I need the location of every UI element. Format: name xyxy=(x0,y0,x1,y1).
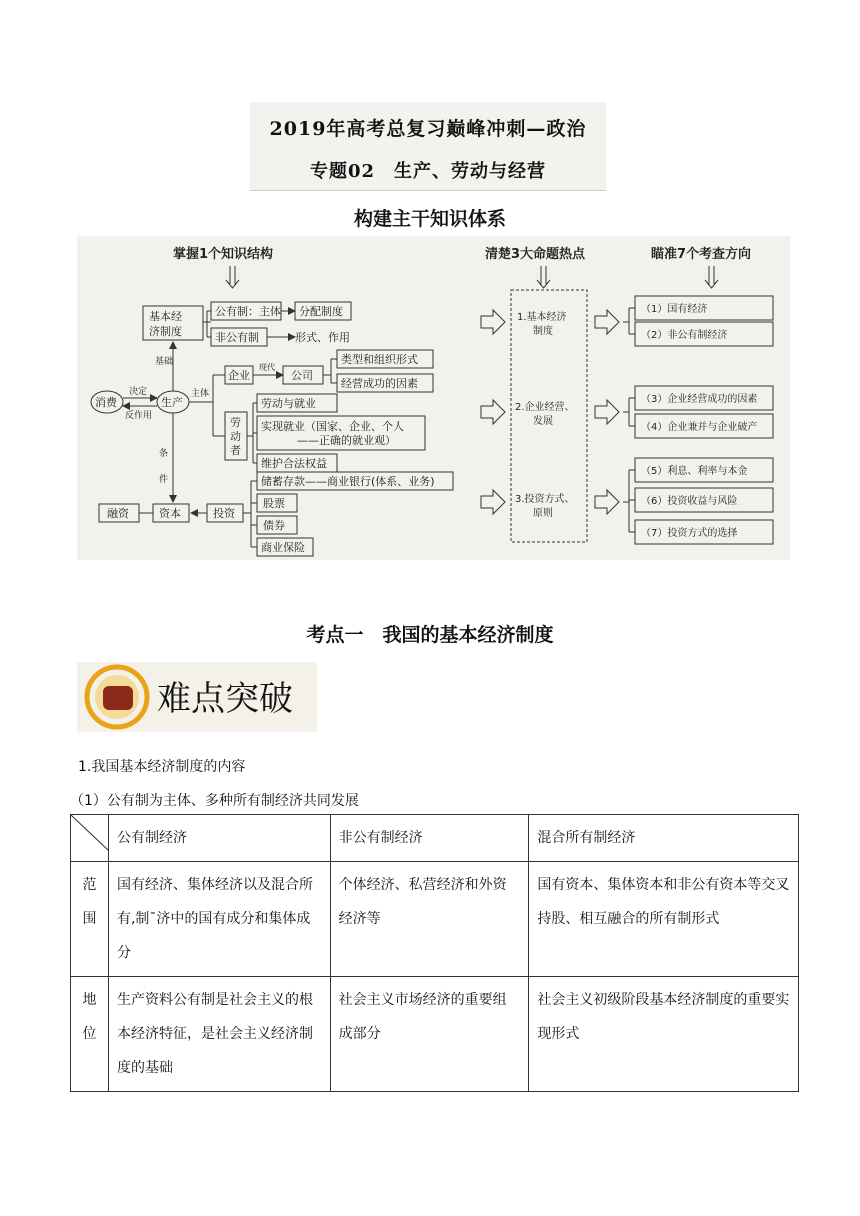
table-cell: 生产资料公有制是社会主义的根本经济特征，是社会主义经济制度的基础 xyxy=(108,977,330,1092)
row-label-status xyxy=(71,977,109,1092)
badge-text: 难点突破 xyxy=(157,679,293,719)
paragraph-heading-2: （1）公有制为主体、多种所有制经济共同发展 xyxy=(70,793,359,809)
node-production: 生产 xyxy=(161,396,183,409)
table-header-mixed: 混合所有制经济 xyxy=(529,815,799,862)
node-labor-employment: 劳动与就业 xyxy=(261,397,316,410)
node-rights: 维护合法权益 xyxy=(261,457,327,470)
node-distribution: 分配制度 xyxy=(299,305,343,318)
table-cell: 社会主义市场经济的重要组成部分 xyxy=(330,977,529,1092)
node-capital: 资本 xyxy=(159,507,181,520)
node-basic-system-1: 基本经 xyxy=(149,310,182,323)
table-header-nonpublic: 非公有制经济 xyxy=(330,815,529,862)
direction-5: （5）利息、利率与本金 xyxy=(641,466,748,477)
direction-4: （4）企业兼并与企业破产 xyxy=(641,422,758,433)
node-laborer-1: 劳 xyxy=(230,416,241,429)
hotspot-3-line1: 3.投资方式、 xyxy=(515,494,575,505)
node-laborer-2: 动 xyxy=(230,430,241,443)
node-public-ownership: 公有制：主体 xyxy=(215,305,281,318)
paragraph-heading-1: 1.我国基本经济制度的内容 xyxy=(78,759,246,775)
ownership-table xyxy=(70,814,799,1092)
direction-7: （7）投资方式的选择 xyxy=(641,528,738,539)
node-types: 类型和组织形式 xyxy=(341,353,418,366)
node-company: 公司 xyxy=(291,369,313,382)
table-cell: 个体经济、私营经济和外资经济等 xyxy=(330,862,529,977)
node-savings: 储蓄存款——商业银行(体系、业务) xyxy=(261,475,435,488)
table-cell: 国有经济、集体经济以及混合所有,制¯济中的国有成分和集体成分 xyxy=(108,862,330,977)
node-stocks: 股票 xyxy=(263,497,285,510)
label-decide: 决定 xyxy=(129,387,148,397)
node-forms-roles: 形式、作用 xyxy=(295,331,350,344)
table-row xyxy=(71,862,799,977)
node-basic-system-2: 济制度 xyxy=(149,325,182,338)
label-modern: 现代 xyxy=(259,363,275,372)
fist-icon xyxy=(103,686,133,710)
hotspot-1-line1: 1.基本经济 xyxy=(517,312,567,323)
table-corner-cell xyxy=(71,815,109,862)
table-header-row xyxy=(71,815,799,862)
table-cell: 国有资本、集体资本和非公有资本等交叉持股、相互融合的所有制形式 xyxy=(529,862,799,977)
node-non-public: 非公有制 xyxy=(215,331,259,344)
node-consumption: 消费 xyxy=(95,396,117,409)
difficulty-badge xyxy=(77,662,317,732)
node-bonds: 债券 xyxy=(263,519,285,532)
table-row xyxy=(71,977,799,1092)
label-foundation: 基础 xyxy=(155,357,174,367)
diagram-right-title: 瞄准7个考查方向 xyxy=(651,247,752,262)
row-label-part: 范 xyxy=(82,877,97,893)
diagram-mid-title: 清楚3大命题热点 xyxy=(485,247,586,262)
node-enterprise: 企业 xyxy=(228,369,250,382)
direction-3: （3）企业经营成功的因素 xyxy=(641,394,758,405)
node-laborer-3: 者 xyxy=(230,444,241,457)
diagram-left-title: 掌握1个知识结构 xyxy=(173,247,274,262)
section-title-knowledge: 构建主干知识体系 xyxy=(353,208,506,230)
direction-2: （2）非公有制经济 xyxy=(641,330,728,341)
row-label-scope xyxy=(71,862,109,977)
section-title-topic1: 考点一 我国的基本经济制度 xyxy=(306,624,554,646)
label-subject: 主体 xyxy=(191,389,210,399)
header-title: 2019年高考总复习巅峰冲刺—政治 xyxy=(269,118,587,140)
hotspot-2-line2: 发展 xyxy=(533,416,553,427)
hotspot-1-line2: 制度 xyxy=(533,326,553,337)
label-react: 反作用 xyxy=(125,411,153,421)
node-insurance: 商业保险 xyxy=(261,541,305,554)
node-employment-1: 实现就业（国家、企业、个人 xyxy=(261,420,404,433)
node-financing: 融资 xyxy=(107,507,129,520)
row-label-part: 地 xyxy=(82,992,97,1008)
table-header-public: 公有制经济 xyxy=(108,815,330,862)
direction-1: （1）国有经济 xyxy=(641,304,708,315)
row-label-part: 围 xyxy=(82,911,97,927)
node-investment: 投资 xyxy=(213,507,235,520)
direction-6: （6）投资收益与风险 xyxy=(641,496,738,507)
label-condition-2: 件 xyxy=(159,475,169,485)
label-condition-1: 条 xyxy=(159,449,169,459)
header-subtitle: 专题02 生产、劳动与经营 xyxy=(309,161,547,182)
node-success-factors: 经营成功的因素 xyxy=(341,377,418,390)
knowledge-diagram xyxy=(77,236,790,560)
hotspot-3-line2: 原则 xyxy=(533,508,553,519)
row-label-part: 位 xyxy=(82,1026,97,1042)
header-banner xyxy=(250,102,606,191)
table-cell: 社会主义初级阶段基本经济制度的重要实现形式 xyxy=(529,977,799,1092)
node-employment-2: ——正确的就业观） xyxy=(297,434,396,447)
hotspot-2-line1: 2.企业经营、 xyxy=(515,402,575,413)
